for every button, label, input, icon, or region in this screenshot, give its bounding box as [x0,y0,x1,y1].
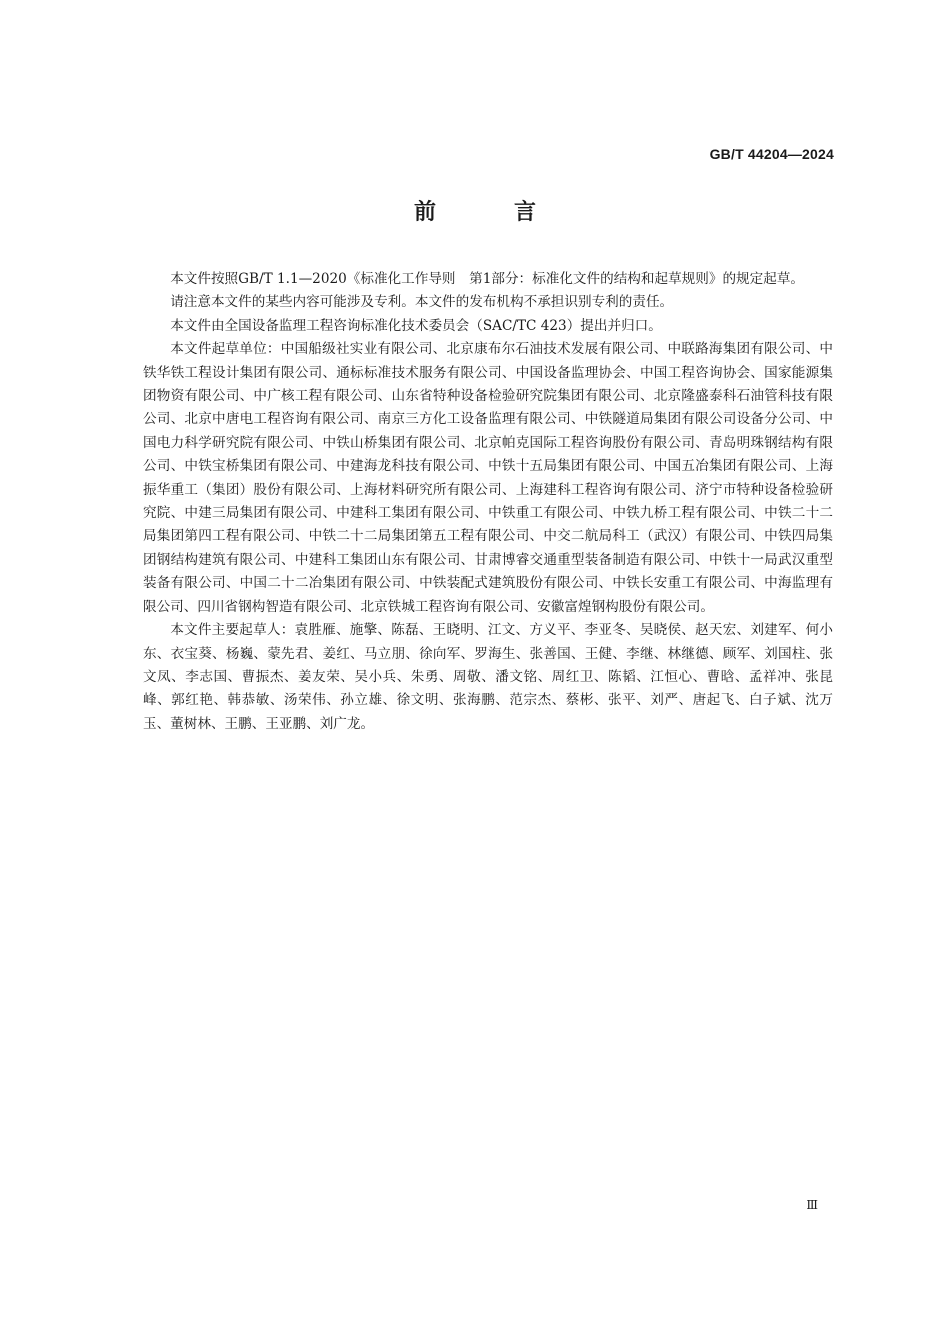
preface-body [143,268,833,736]
paragraph-drafters: 本文件主要起草人：袁胜雁、施擎、陈磊、王晓明、江文、方义平、李亚冬、吴晓侯、赵天宏、刘建军、何小东、衣宝葵、杨巍、蒙先君、姜红、马立朋、徐向军、罗海生、张善国、王健、李继、林继德、顾军、刘国柱、张文凤、李志国、曹振杰、姜友荣、吴小兵、朱勇、周敬、潘文铭、周红卫、陈韬、江恒心、曹晗、孟祥冲、张昆峰、郭红艳、韩恭敏、汤荣伟、孙立雄、徐文明、张海鹏、范宗杰、蔡彬、张平、刘严、唐起飞、白子斌、沈万玉、董树林、王鹏、王亚鹏、刘广龙。 [143,622,833,732]
paragraph-drafting-rules: 本文件按照GB/T 1.1—2020《标准化工作导则 第1部分：标准化文件的结构和起草规则》的规定起草。 [170,271,805,287]
page-number: Ⅲ [806,1198,818,1212]
paragraph-proposer: 本文件由全国设备监理工程咨询标准化技术委员会（SAC/TC 423）提出并归口。 [170,317,662,334]
page-title: 前 言 [413,200,564,225]
standard-number: GB/T 44204—2024 [709,146,834,162]
paragraph-patent-notice: 请注意本文件的某些内容可能涉及专利。本文件的发布机构不承担识别专利的责任。 [170,294,674,311]
paragraph-drafting-units: 本文件起草单位：中国船级社实业有限公司、北京康布尔石油技术发展有限公司、中联路海集团有限公司、中铁华铁工程设计集团有限公司、通标标准技术服务有限公司、中国设备监理协会、中国工程咨询协会、国家能源集团物资有限公司、中广核工程有限公司、山东省特种设备检验研究院集团有限公司、北京隆盛泰科石油管科技有限公司、北京中唐电工程咨询有限公司、南京三方化工设备监理有限公司、中铁隧道局集团有限公司设备分公司、中国电力科学研究院有限公司、中铁山桥集团有限公司、北京帕克国际工程咨询股份有限公司、青岛明珠钢结构有限公司、中铁宝桥集团有限公司、中建海龙科技有限公司、中铁十五局集团有限公司、中国五冶集团有限公司、上海振华重工（集团）股份有限公司、上海材料研究所有限公司、上海建科工程咨询有限公司、济宁市特种设备检验研究院、中建三局集团有限公司、中建科工集团有限公司、中铁重工有限公司、中铁九桥工程有限公司、中铁二十二局集团第四工程有限公司、中铁二十二局集团第五工程有限公司、中交二航局科工（武汉）有限公司、中铁四局集团钢结构建筑有限公司、中建科工集团山东有限公司、甘肃博睿交通重型装备制造有限公司、中铁十一局武汉重型装备有限公司、中国二十二冶集团有限公司、中铁装配式建筑股份有限公司、中铁长安重工有限公司、中海监理有限公司、四川省钢构智造有限公司、北京铁城工程咨询有限公司、安徽富煌钢构股份有限公司。 [143,341,833,615]
